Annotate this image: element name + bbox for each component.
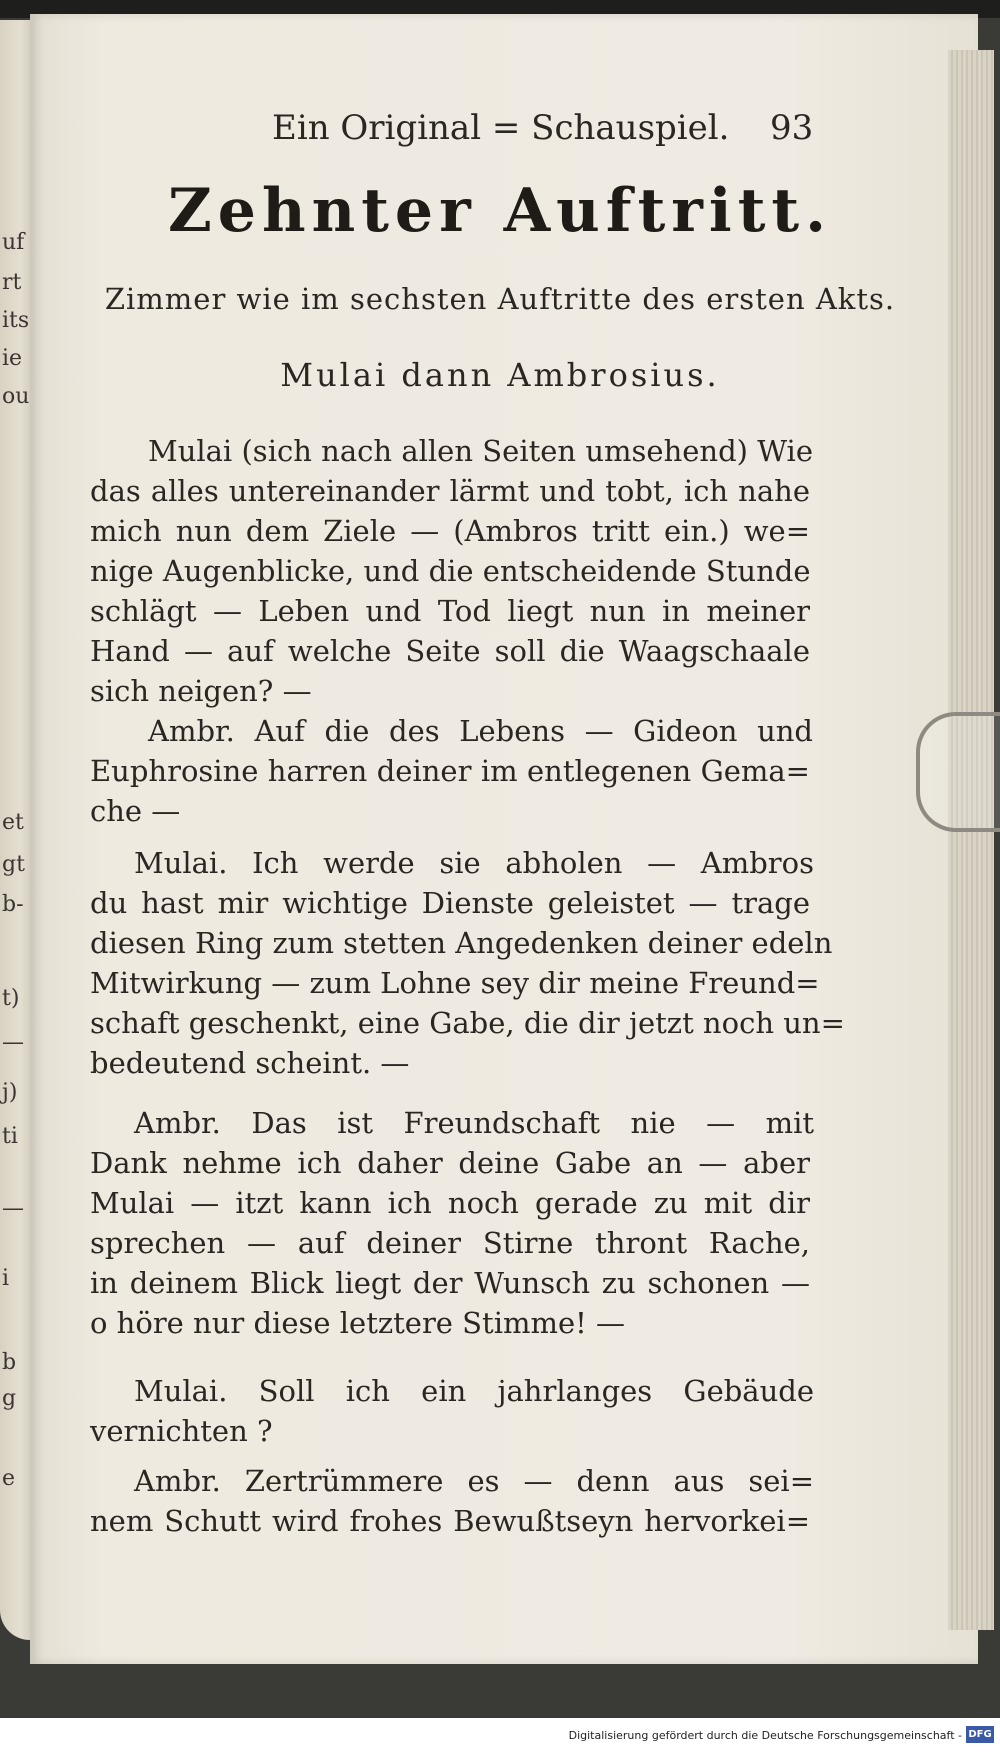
- left-page-fragment: j): [2, 1080, 18, 1105]
- text-line: Mulai (sich nach allen Seiten umsehend) Wie: [148, 434, 813, 468]
- text-line: das alles untereinander lärmt und tobt, ich nahe: [90, 474, 810, 508]
- left-page-fragment: its: [2, 308, 30, 333]
- left-page-fragment: b-: [2, 892, 24, 917]
- text-line: diesen Ring zum stetten Angedenken deiner edeln: [90, 926, 833, 960]
- text-line: Hand — auf welche Seite soll die Waagschaale: [90, 634, 810, 668]
- text-line: mich nun dem Ziele — (Ambros tritt ein.) we=: [90, 514, 810, 548]
- text-line: sprechen — auf deiner Stirne thront Rache,: [90, 1226, 810, 1260]
- stage-direction: Zimmer wie im sechsten Auftritte des ersten Akts.: [104, 282, 896, 316]
- digitization-credit: Digitalisierung gefördert durch die Deutsche Forschungsgemeinschaft -: [568, 1729, 962, 1742]
- text-line: vernichten ?: [90, 1414, 273, 1448]
- running-head-title: Ein Original = Schauspiel.: [272, 108, 730, 148]
- text-line: Mulai — itzt kann ich noch gerade zu mit dir: [90, 1186, 810, 1220]
- left-page-fragment: b: [2, 1350, 17, 1375]
- left-page-fragment: i: [2, 1266, 10, 1291]
- text-line: Ambr. Zertrümmere es — denn aus sei=: [134, 1464, 814, 1498]
- dfg-logo: DFG: [966, 1726, 994, 1743]
- text-line: Ambr. Auf die des Lebens — Gideon und: [148, 714, 813, 748]
- left-page-fragment: e: [2, 1466, 16, 1491]
- left-page-fragment: rt: [2, 270, 22, 295]
- text-line: schaft geschenkt, eine Gabe, die dir jetzt noch un=: [90, 1006, 845, 1040]
- text-line: che —: [90, 794, 181, 828]
- text-line: du hast mir wichtige Dienste geleistet — trage: [90, 886, 810, 920]
- left-page-fragment: et: [2, 810, 24, 835]
- text-line: sich neigen? —: [90, 674, 312, 708]
- scene-heading: Zehnter Auftritt.: [167, 176, 833, 246]
- text-line: Mulai. Ich werde sie abholen — Ambros: [134, 846, 814, 880]
- text-line: nige Augenblicke, und die entscheidende Stunde: [90, 554, 811, 588]
- text-line: Ambr. Das ist Freundschaft nie — mit: [134, 1106, 814, 1140]
- left-page-fragment: —: [2, 1196, 24, 1221]
- left-page-fragment: —: [2, 1030, 24, 1055]
- text-line: Mulai. Soll ich ein jahrlanges Gebäude: [134, 1374, 814, 1408]
- text-line: Mitwirkung — zum Lohne sey dir meine Freund=: [90, 966, 820, 1000]
- text-line: bedeutend scheint. —: [90, 1046, 410, 1080]
- left-page-fragment: ou: [2, 384, 30, 409]
- text-line: nem Schutt wird frohes Bewußtseyn hervorkei=: [90, 1504, 810, 1538]
- left-page-fragment: ti: [2, 1124, 18, 1149]
- text-line: o höre nur diese letztere Stimme! —: [90, 1306, 626, 1340]
- left-page-fragment: uf: [2, 230, 25, 255]
- text-line: Euphrosine harren deiner im entlegenen Gema=: [90, 754, 810, 788]
- character-list: Mulai dann Ambrosius.: [280, 356, 720, 394]
- page-number: 93: [770, 108, 814, 148]
- left-page-fragment: ie: [2, 346, 23, 371]
- text-line: in deinem Blick liegt der Wunsch zu schonen —: [90, 1266, 810, 1300]
- text-line: schlägt — Leben und Tod liegt nun in meiner: [90, 594, 810, 628]
- left-page-fragment: t): [2, 986, 20, 1011]
- text-line: Dank nehme ich daher deine Gabe an — aber: [90, 1146, 810, 1180]
- left-page-fragment: g: [2, 1386, 17, 1411]
- previous-page-edge: [0, 20, 34, 1640]
- left-page-fragment: gt: [2, 852, 25, 877]
- page-clip: [916, 712, 1000, 832]
